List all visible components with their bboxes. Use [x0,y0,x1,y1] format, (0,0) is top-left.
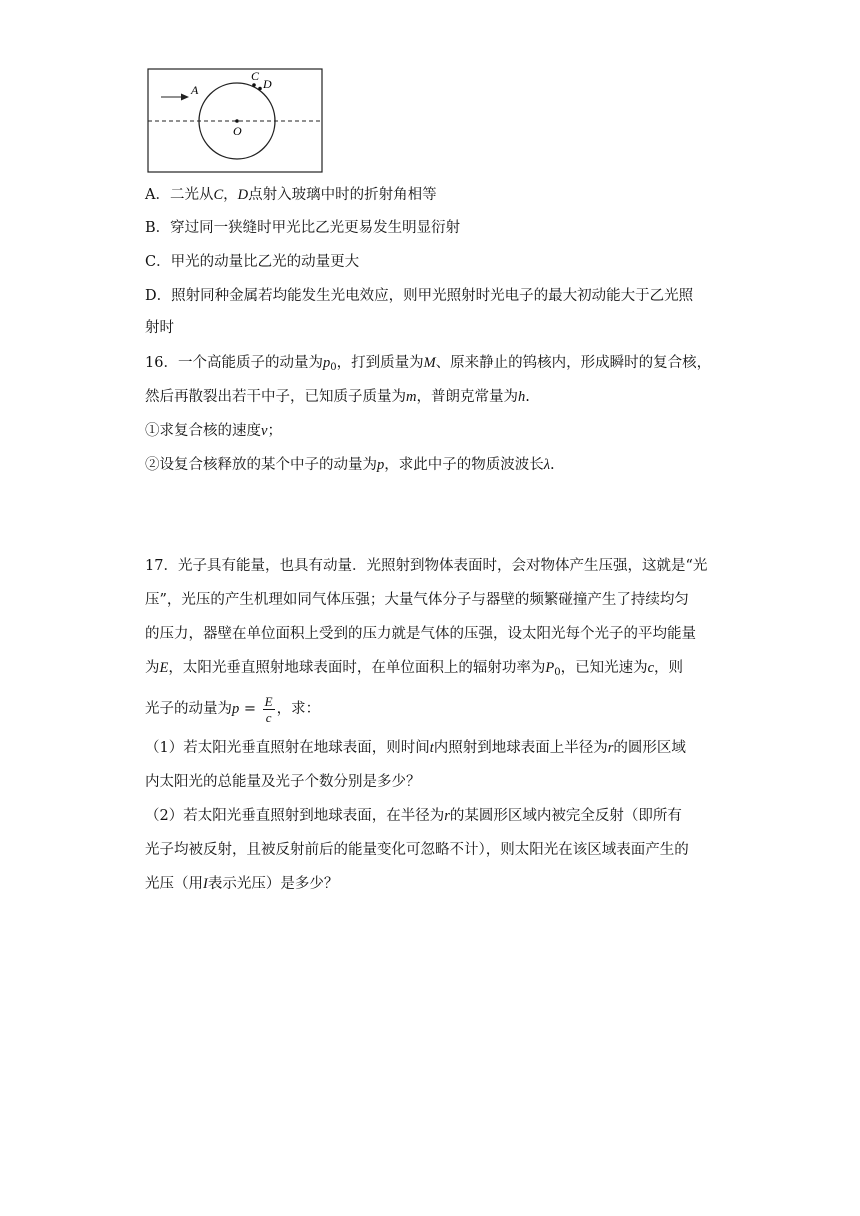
q16-text: 16．一个高能质子的动量为 [145,355,323,371]
var-p: p [232,701,240,717]
momentum-fraction [263,694,275,725]
q17-text: 为 [145,660,160,676]
option-c: C．甲光的动量比乙光的动量更大 [145,254,360,270]
q17-text: 光子的动量为 [145,701,232,717]
var-m: m [406,389,417,405]
q17-text: 的某圆形区域内被完全反射（即所有 [449,808,682,824]
q17-line1: 17．光子具有能量，也具有动量．光照射到物体表面时，会对物体产生压强，这就是“光 [145,558,708,574]
var-p: p [322,355,331,371]
point-d [258,87,262,91]
label-a: A [191,83,199,97]
q16-text: ，打到质量为 [336,355,424,371]
q16-part2 [145,455,555,475]
option-d-line1: D．照射同种金属若均能发生光电效应，则甲光照射时光电子的最大初动能大于乙光照 [145,288,694,304]
q17-text: （2）若太阳光垂直照射到地球表面，在半径为 [145,808,445,824]
q16-text: ①求复合核的速度 [145,423,261,439]
q17-text: 的圆形区域 [613,740,686,756]
var-h: h [517,389,526,405]
q17-line5 [145,689,320,729]
var-lambda: λ [543,457,551,473]
equals-sign: = [239,701,261,717]
var-m-big: M [423,355,436,371]
arrow-head-icon [181,94,189,101]
subscript-0: 0 [554,667,561,678]
var-p: p [377,457,385,473]
var-d: D [237,187,249,203]
label-o: O [233,124,242,138]
q16-text: . [550,457,555,473]
q16-text: 然后再散裂出若干中子，已知质子质量为 [145,389,406,405]
option-a-text-end: 点射入玻璃中时的折射角相等 [248,187,437,203]
q17-text: （1）若太阳光垂直照射在地球表面，则时间 [145,740,430,756]
q16-text: ； [267,423,282,439]
q17-sub2-line2: 光子均被反射，且被反射前后的能量变化可忽略不计），则太阳光在该区域表面产生的 [145,842,689,858]
q16-text: ，求此中子的物质波波长 [384,457,544,473]
var-c: C [213,187,224,203]
option-a [145,185,437,205]
q16-line2 [145,387,530,407]
q17-sub2-line1 [145,806,682,826]
q16-text: 、原来静止的钨核内，形成瞬时的复合核， [435,355,712,371]
q16-text: ，普朗克常量为 [416,389,518,405]
q17-text: ，已知光速为 [560,660,648,676]
label-c: C [251,69,260,83]
q17-text: 光压（用 [145,876,203,892]
q17-text: 内照射到地球表面上半径为 [433,740,608,756]
q17-text: ，太阳光垂直照射地球表面时，在单位面积上的辐射功率为 [168,660,546,676]
q16-line1 [145,353,711,378]
q16-part1 [145,421,282,441]
label-d: D [263,77,272,91]
option-a-sep: ， [223,187,238,203]
subscript-0: 0 [330,362,337,373]
var-c: c [647,660,655,676]
q17-sub2-line3 [145,874,338,894]
q17-line3: 的压力，器壁在单位面积上受到的压力就是气体的压强，设太阳光每个光子的平均能量 [145,626,696,642]
q17-line4 [145,658,683,683]
q17-sub1-line2: 内太阳光的总能量及光子个数分别是多少？ [145,774,421,790]
var-t: t [429,740,434,756]
optics-diagram [147,68,325,176]
option-b: B．穿过同一狭缝时甲光比乙光更易发生明显衍射 [145,220,461,236]
q16-text: ②设复合核释放的某个中子的动量为 [145,457,377,473]
point-c [252,83,256,87]
var-v: v [261,423,268,439]
q16-text: . [525,389,530,405]
q17-text: ，则 [654,660,684,676]
var-r: r [444,808,450,824]
q17-line2: 压”，光压的产生机理如同气体压强；大量气体分子与器壁的频繁碰撞产生了持续均匀 [145,592,689,608]
fraction-denominator: c [265,709,272,725]
option-a-text: A．二光从 [145,187,214,203]
option-d-line2: 射时 [145,320,174,336]
point-o [235,119,239,123]
q17-text: ，求： [276,701,321,717]
var-p-power: P [545,660,555,676]
var-r: r [607,740,614,756]
q17-sub1-line1 [145,738,686,758]
var-i: I [203,876,208,892]
q17-text: 表示光压）是多少？ [207,876,339,892]
var-e: E [159,660,169,676]
fraction-numerator: E [264,693,273,709]
